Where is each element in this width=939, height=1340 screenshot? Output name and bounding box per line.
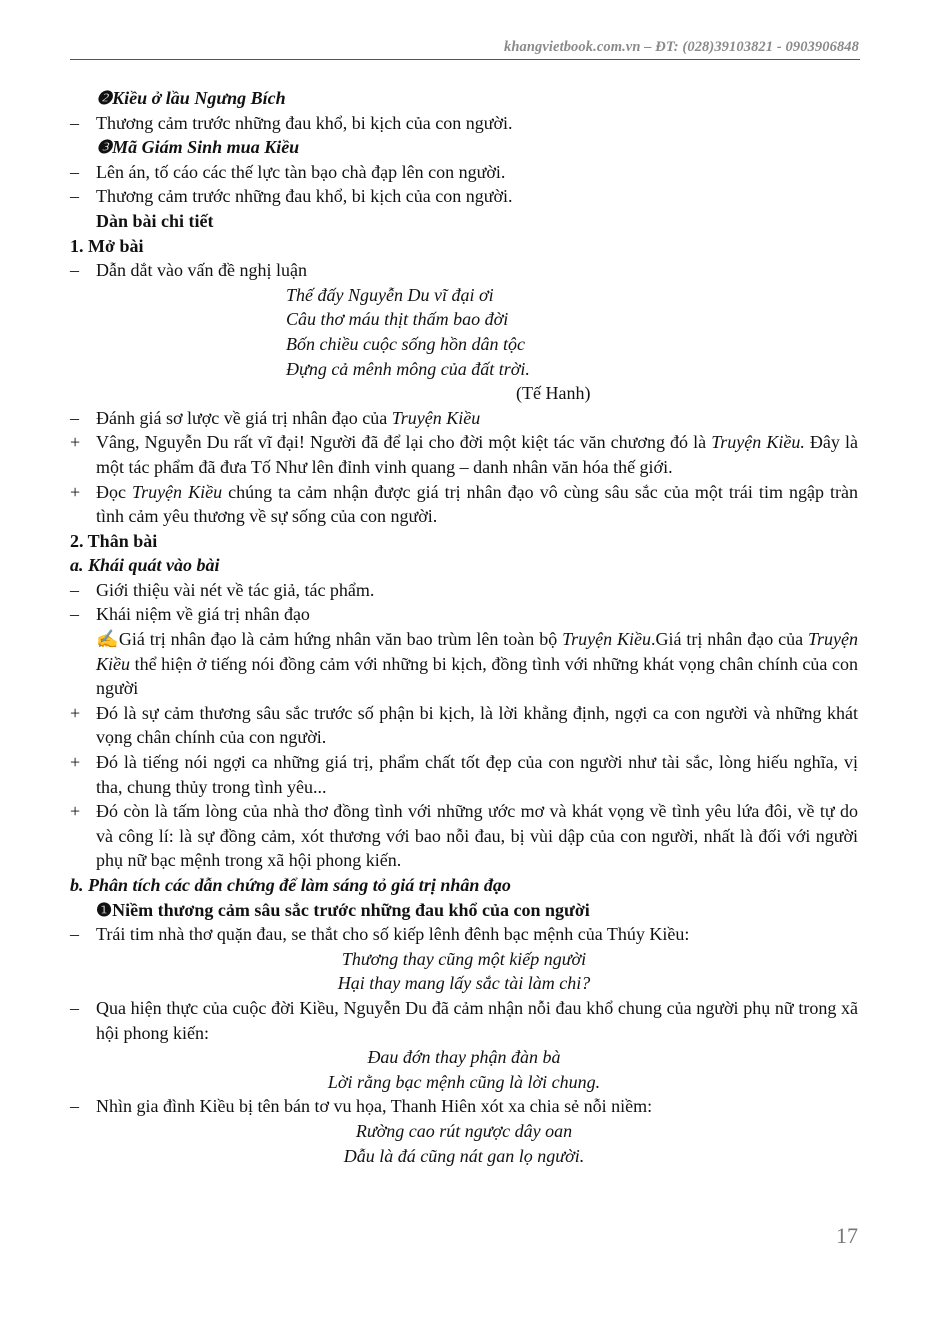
dash-marker: – (70, 260, 79, 281)
intro-item: – Giới thiệu vài nét về tác giả, tác phẩm. (70, 578, 858, 603)
top-section (70, 86, 858, 406)
plus-marker: + (70, 752, 81, 773)
subsection-heading-a: a. Khái quát vào bài (70, 555, 220, 576)
header-rule (70, 59, 860, 60)
section-heading-than-bai: 2. Thân bài (70, 530, 158, 551)
plus-marker: + (70, 801, 81, 822)
poem-line: Thế đấy Nguyễn Du vĩ đại ơi (286, 284, 494, 305)
vang-paragraph: + Vâng, Nguyễn Du rất vĩ đại! Người đã để lại cho đời một kiệt tác văn chương đó là Truyện Kiều. Đây là một tác phẩm đã đưa Tố Như lên đỉnh vinh quang – danh nhân văn hóa thế giới. (70, 432, 858, 477)
dash-marker: – (70, 1096, 79, 1117)
list-item: – Lên án, tố cáo các thế lực tàn bạo chà đạp lên con người. (70, 160, 858, 185)
poem-line: Đựng cả mênh mông của đất trời. (286, 358, 530, 379)
list-item: – Dẫn dắt vào vấn đề nghị luận (70, 258, 858, 283)
dash-marker: – (70, 924, 79, 945)
doc-paragraph: + Đọc Truyện Kiều chúng ta cảm nhận được giá trị nhân đạo vô cùng sâu sắc của một trái tim ngập tràn tình cảm yêu thương về sự sống của con người. (70, 481, 858, 527)
dash-marker: – (70, 186, 79, 207)
dash-marker: – (70, 579, 79, 600)
section-heading: 1. Mở bài (70, 235, 144, 256)
poem-line: Câu thơ máu thịt thấm bao đời (286, 309, 509, 330)
verse-line: Rường cao rút ngược dây oan (355, 1120, 573, 1141)
verse-line: Thương thay cũng một kiếp người (341, 948, 587, 969)
analysis-section (70, 922, 858, 1168)
page-body (70, 86, 858, 1168)
eval-paragraph: – Đánh giá sơ lược về giá trị nhân đạo của Truyện Kiều (70, 406, 858, 431)
poem-attribution: (Tế Hanh) (516, 383, 591, 404)
list-item: – Thương cảm trước những đau khổ, bi kịch của con người. (70, 184, 858, 209)
verse-line: Dẫu là đá cũng nát gan lọ người. (343, 1145, 585, 1166)
dash-marker: – (70, 407, 79, 428)
list-item: – Thương cảm trước những đau khổ, bi kịch của con người. (70, 111, 858, 136)
page-number: 17 (836, 1223, 858, 1248)
definition-paragraph: ✍Giá trị nhân đạo là cảm hứng nhân văn bao trùm lên toàn bộ Truyện Kiều.Giá trị nhân đạo của Truyện Kiều thể hiện ở tiếng nói đồng cảm với những bi kịch, đồng tình với những khát vọng chân chính của con người (96, 629, 858, 699)
plus-marker: + (70, 702, 81, 723)
sub-heading: ❷Kiều ở lầu Ngưng Bích (96, 88, 286, 108)
outline-heading: Dàn bài chi tiết (96, 210, 214, 231)
plus-item: + Đó là sự cảm thương sâu sắc trước số phận bi kịch, là lời khẳng định, ngợi ca con người và những khát vọng chân chính của con người. (70, 702, 858, 748)
dash-marker: – (70, 997, 79, 1018)
dash-marker: – (70, 161, 79, 182)
concept-item: – Khái niệm về giá trị nhân đạo (70, 602, 858, 627)
sub-heading: ❸Mã Giám Sinh mua Kiều (96, 137, 300, 158)
poem-line: Bốn chiều cuộc sống hồn dân tộc (286, 333, 525, 354)
verse-line: Hại thay mang lấy sắc tài làm chi? (337, 973, 591, 994)
point-heading-1: ❶Niềm thương cảm sâu sắc trước những đau khổ của con người (96, 899, 590, 920)
plus-item: + Đó còn là tấm lòng của nhà thơ đồng tình với những ước mơ và khát vọng về tình yêu lứa đôi, về tự do và công lí: là sự đồng cảm, xót thương với bao nỗi đau, bị vùi dập của con người, nhất là đối với người phụ nữ bạc mệnh trong xã hội phong kiến. (70, 801, 858, 871)
plus-marker: + (70, 432, 81, 453)
list-item: – Nhìn gia đình Kiều bị tên bán tơ vu họa, Thanh Hiên xót xa chia sẻ nỗi niềm: (70, 1094, 858, 1119)
verse-line: Lời rằng bạc mệnh cũng là lời chung. (327, 1071, 601, 1092)
dash-marker: – (70, 112, 79, 133)
page-header: khangvietbook.com.vn – ĐT: (028)39103821 - 0903906848 (503, 39, 859, 55)
subsection-heading-b: b. Phân tích các dẫn chứng để làm sáng tỏ giá trị nhân đạo (70, 875, 511, 895)
plus-marker: + (70, 481, 81, 502)
list-item: – Trái tim nhà thơ quặn đau, se thắt cho số kiếp lênh đênh bạc mệnh của Thúy Kiều: (70, 922, 858, 947)
list-item: – Qua hiện thực của cuộc đời Kiều, Nguyễn Du đã cảm nhận nỗi đau khổ chung của người phụ nữ trong xã hội phong kiến: (70, 997, 858, 1043)
plus-item: + Đó là tiếng nói ngợi ca những giá trị, phẩm chất tốt đẹp của con người như tài sắc, lòng hiếu nghĩa, vị tha, chung thủy trong tình yêu... (70, 752, 858, 797)
verse-line: Đau đớn thay phận đàn bà (367, 1047, 561, 1068)
dash-marker: – (70, 604, 79, 625)
